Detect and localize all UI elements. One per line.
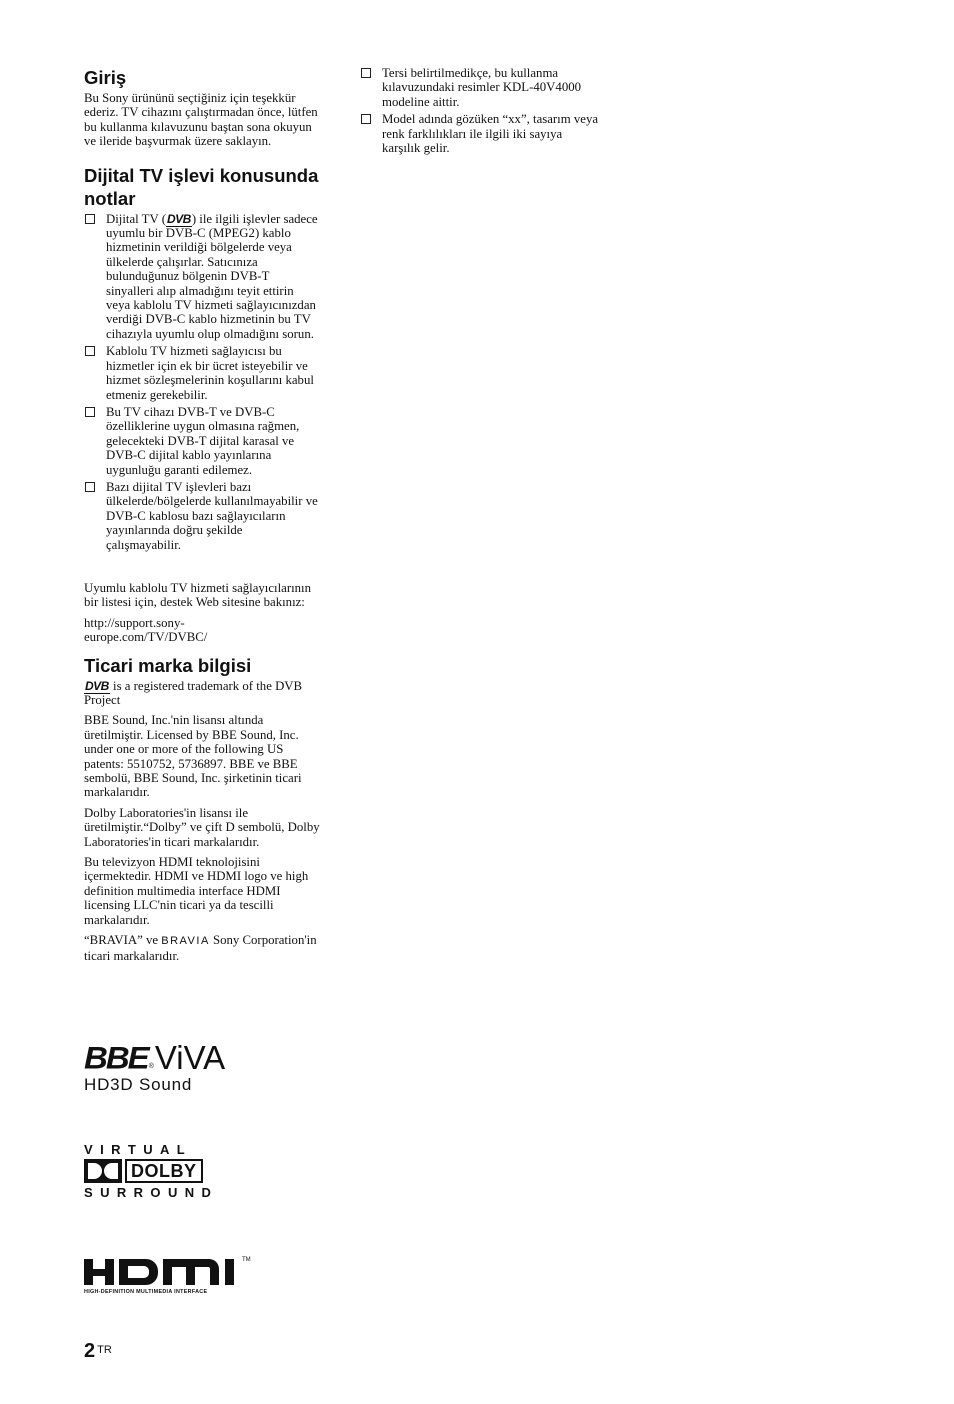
dvb-logo-icon: DVB <box>166 211 191 226</box>
heading-digital-tv-notes: Dijital TV işlevi konusunda notlar <box>84 164 319 209</box>
dvb-trademark-text: DVB is a registered trademark of the DVB Project <box>84 678 303 707</box>
dolby-trademark-text: Dolby Laboratories'in lisansı ile üretilmiştir.“Dolby” ve çift D sembolü, Dolby Laboratories'in ticari markalarıdır. <box>84 805 320 849</box>
dolby-wordmark: DOLBY <box>125 1159 203 1183</box>
language-code: TR <box>97 1344 112 1356</box>
note-item-3: Bu TV cihazı DVB-T ve DVB-C özelliklerine uygun olmasına rağmen, gelecekteki DVB-T dijital karasal ve DVB-C dijital kablo yayınlarına uygunluğu garanti edilemez. <box>84 405 320 477</box>
heading-giris: Giriş <box>84 67 127 88</box>
bbe-viva-logo <box>84 1040 225 1095</box>
checkbox-bullet-icon <box>85 482 95 492</box>
checkbox-bullet-icon <box>85 214 95 224</box>
dvb-logo-icon: DVB <box>85 678 109 693</box>
checkbox-bullet-icon <box>85 346 95 356</box>
virtual-dolby-surround-logo <box>84 1142 218 1200</box>
hdmi-trademark-text: Bu televizyon HDMI teknolojisini içermektedir. HDMI ve HDMI logo ve high definition multimedia interface HDMI licensing LLC'nin ticari ya da tescilli markalarıdır. <box>84 855 309 927</box>
right-note-item-1: Tersi belirtilmedikçe, bu kullanma kılavuzundaki resimler KDL-40V4000 modeline aittir. <box>360 66 600 109</box>
checkbox-bullet-icon <box>361 114 371 124</box>
note-item-1: Dijital TV (DVB) ile ilgili işlevler sadece uyumlu bir DVB-C (MPEG2) kablo hizmetinin verildiği bölgelerde veya ülkelerde çalışırlar. Satıcınıza bulunduğunuz bölgenin DVB-T sinyalleri alıp almadığını teyit ettirin veya kablolu TV hizmeti sağlayıcınızdan verdiği DVB-C kablo hizmetinin bu TV cihazıyla uyumlu olup olmadığını sorun. <box>84 212 320 342</box>
hd3d-sound-label: HD3D Sound <box>84 1075 193 1094</box>
dolby-double-d-icon <box>84 1159 122 1183</box>
checkbox-bullet-icon <box>85 407 95 417</box>
heading-trademark-info: Ticari marka bilgisi <box>84 654 252 676</box>
support-url: http://support.sony-europe.com/TV/DVBC/ <box>84 615 208 645</box>
bravia-logo-icon: BRAVIA <box>161 935 210 948</box>
note-item-2: Kablolu TV hizmeti sağlayıcısı bu hizmetler için ek bir ücret isteyebilir ve hizmet sözleşmelerinin koşullarını kabul etmeniz gerekebilir. <box>84 344 320 402</box>
note-item-4: Bazı dijital TV işlevleri bazı ülkelerde/bölgelerde kullanılmayabilir ve DVB-C kablosu bazı sağlayıcıların yayınlarında doğru şekilde çalışmayabilir. <box>84 480 320 552</box>
viva-wordmark: ViVA <box>154 1039 226 1076</box>
surround-label: SURROUND <box>84 1185 219 1200</box>
registered-mark: ® <box>148 1063 154 1070</box>
bbe-wordmark: BBE <box>84 1039 148 1076</box>
trademark-mark: TM <box>242 1257 251 1263</box>
page-number <box>84 1340 112 1363</box>
bravia-trademark-text: “BRAVIA” ve BRAVIA Sony Corporation'in ticari markalarıdır. <box>84 933 317 963</box>
page-number-value: 2 <box>84 1340 96 1362</box>
hdmi-subtitle: HIGH-DEFINITION MULTIMEDIA INTERFACE <box>84 1289 208 1295</box>
hdmi-wordmark-icon <box>84 1257 240 1287</box>
checkbox-bullet-icon <box>361 68 371 78</box>
right-column <box>360 66 600 158</box>
hdmi-logo <box>84 1257 251 1295</box>
left-column <box>84 66 320 969</box>
virtual-label: VIRTUAL <box>84 1142 193 1157</box>
support-text: Uyumlu kablolu TV hizmeti sağlayıcılarının bir listesi için, destek Web sitesine bakınız: <box>84 580 311 610</box>
intro-paragraph: Bu Sony ürününü seçtiğiniz için teşekkür ederiz. TV cihazını çalıştırmadan önce, lütfen bu kullanma kılavuzunu baştan sona okuyun ve ileride başvurmak üzere saklayın. <box>84 91 318 149</box>
right-note-item-2: Model adında gözüken “xx”, tasarım veya renk farklılıkları ile ilgili iki sayıya karşılık gelir. <box>360 112 600 155</box>
bbe-trademark-text: BBE Sound, Inc.'nin lisansı altında üretilmiştir. Licensed by BBE Sound, Inc. under one or more of the following US patents: 5510752, 5736897. BBE ve BBE sembolü, BBE Sound, Inc. şirketinin ticari markalarıdır. <box>84 713 302 800</box>
